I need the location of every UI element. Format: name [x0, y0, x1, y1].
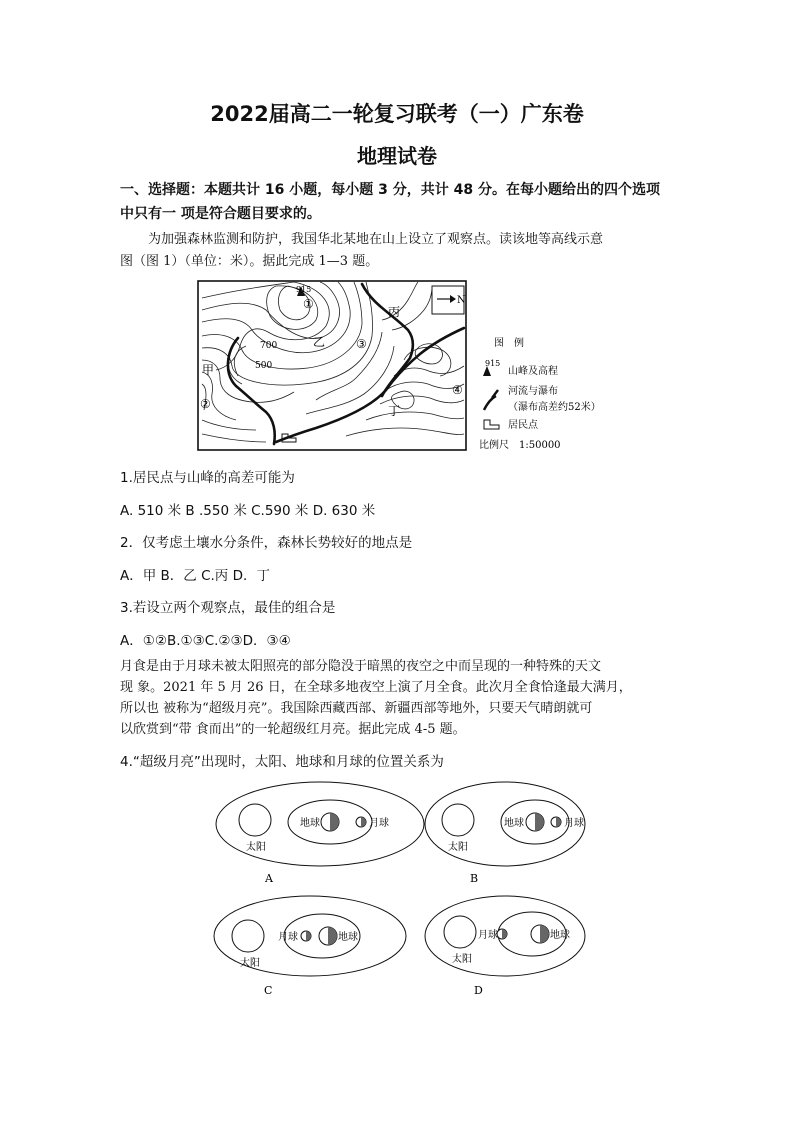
question-1-options: A. 510 米 B .550 米 C.590 米 D. 630 米 [120, 503, 376, 519]
question-2-stem: 2．仅考虑土壤水分条件，森林长势较好的地点是 [120, 535, 413, 551]
exam-subtitle: 地理试卷 [357, 144, 437, 168]
peak-elevation-label: 915 [296, 285, 312, 294]
intro-paragraph-2 [120, 656, 668, 740]
section-heading [120, 178, 680, 226]
earth-label: 地球 [300, 818, 320, 829]
contour-500-label: 500 [255, 361, 273, 371]
orbit-option-a [216, 782, 424, 885]
north-label: N [457, 295, 466, 306]
orbit-option-c [214, 896, 406, 997]
earth-label: 地球 [504, 818, 524, 829]
earth-label: 地球 [550, 930, 570, 941]
orbit-diagrams [210, 776, 590, 1000]
sun-label: 太阳 [240, 958, 260, 969]
sun-circle [442, 804, 474, 836]
option-a-label: A [265, 872, 273, 885]
legend-river-icon [484, 390, 498, 410]
sun-label: 太阳 [448, 842, 468, 853]
map-frame [198, 281, 466, 450]
moon-label: 月球 [369, 818, 389, 829]
place-ding-label: 丁 [388, 404, 401, 418]
point-3-label: ③ [356, 337, 367, 351]
question-3-stem: 3.若设立两个观察点，最佳的组合是 [120, 600, 336, 616]
sun-label: 太阳 [246, 842, 266, 853]
point-4-label: ④ [452, 383, 463, 397]
question-2-options: A．甲 B．乙 C.丙 D．丁 [120, 568, 270, 584]
question-1-stem: 1.居民点与山峰的高差可能为 [120, 470, 295, 486]
legend-river-note: （瀑布高差约52米） [508, 402, 601, 413]
legend-peak-text: 山峰及高程 [508, 366, 558, 377]
section-heading-line2: 中只有一 项是符合题目要求的。 [120, 206, 321, 222]
sun-circle [232, 920, 264, 952]
option-d-label: D [474, 984, 483, 997]
moon-label: 月球 [564, 818, 584, 829]
intro2-line3: 所以也 被称为“超级月亮”。我国除西藏西部、新疆西部等地外，只要天气晴朗就可 [120, 701, 593, 716]
section-heading-line1: 一、选择题：本题共计 16 小题，每小题 3 分，共计 48 分。在每小题给出的四个选项 [120, 182, 660, 198]
legend-title: 图 例 [494, 338, 524, 349]
orbit-option-d [425, 896, 585, 997]
intro2-line2: 现 象。2021 年 5 月 26 日，在全球多地夜空上演了月全食。此次月全食恰逢最大满月， [120, 680, 632, 695]
question-3-options: A．①②B.①③C.②③D．③④ [120, 633, 291, 649]
option-c-label: C [264, 984, 273, 997]
place-yi-label: 乙 [313, 335, 326, 349]
intro-paragraph-1 [120, 229, 668, 273]
orbit-option-b [425, 782, 585, 885]
question-4-stem: 4.“超级月亮”出现时，太阳、地球和月球的位置关系为 [120, 754, 444, 770]
legend-scale-text: 比例尺 1:50000 [479, 440, 561, 451]
option-b-label: B [470, 872, 479, 885]
legend-river-text: 河流与瀑布 [508, 386, 558, 397]
intro1-line1: 为加强森林监测和防护，我国华北某地在山上设立了观察点。读该地等高线示意 [148, 232, 604, 247]
earth-label: 地球 [338, 932, 358, 943]
legend-peak-value: 915 [485, 359, 501, 368]
intro1-line2: 图（图 1）（单位：米）。据此完成 1—3 题。 [120, 254, 379, 269]
moon-label: 月球 [278, 932, 298, 943]
intro2-line4: 以欣赏到“带 食而出”的一轮超级红月亮。据此完成 4-5 题。 [120, 722, 466, 737]
sun-label: 太阳 [452, 954, 472, 965]
legend-settlement-icon [484, 420, 499, 429]
intro2-line1: 月食是由于月球未被太阳照亮的部分隐没于暗黑的夜空之中而呈现的一种特殊的天文 [120, 659, 602, 674]
exam-title: 2022届高二一轮复习联考（一）广东卷 [210, 102, 584, 126]
sun-circle [239, 804, 271, 836]
contour-map-figure [196, 280, 601, 452]
moon-label: 月球 [478, 930, 498, 941]
point-1-label: ① [303, 297, 314, 311]
point-2-label: ② [200, 397, 211, 411]
legend-settlement-text: 居民点 [508, 420, 538, 431]
place-jia-label: 甲 [202, 363, 215, 377]
sun-circle [444, 916, 476, 948]
place-bing-label: 丙 [388, 305, 401, 319]
contour-700-label: 700 [260, 341, 278, 351]
